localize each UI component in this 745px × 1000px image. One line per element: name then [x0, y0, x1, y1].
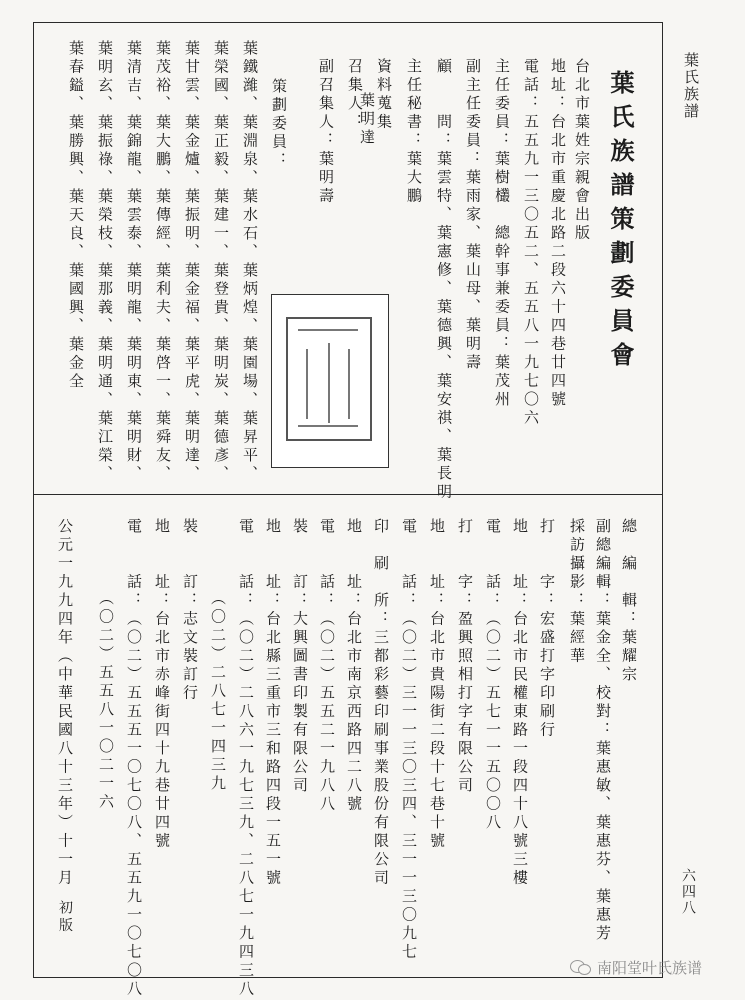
member-name: 葉水石 [241, 188, 259, 244]
member-name: 葉明龍 [125, 262, 143, 318]
chief-commissioner: 主任委員：葉樹欉 總幹事兼委員：葉茂州 [493, 58, 511, 410]
colophon-line: 印 刷 所：三都彩藝印刷事業股份有限公司 [372, 518, 390, 888]
member-name: 葉平虎 [183, 336, 201, 392]
member-name: 葉金全 [67, 336, 85, 392]
member-name: 葉金福 [183, 262, 201, 318]
colophon-line: 電 話：（〇二）五七一一五〇〇八 [484, 518, 502, 833]
member-name: 葉德彥 [212, 410, 230, 466]
chief-secretary: 主任秘書：葉大鵬 [405, 58, 423, 206]
member-name: 葉錦龍 [125, 114, 143, 170]
chat-bubbles-icon [570, 958, 592, 976]
member-name: 葉春鎰 [67, 40, 85, 96]
member-name: 葉江榮 [96, 410, 114, 466]
member-name: 葉傳經 [154, 188, 172, 244]
member-name: 葉建一 [212, 188, 230, 244]
data-collection-label: 資料蒐集 [375, 58, 393, 132]
watermark [570, 955, 740, 979]
seal-impression [286, 317, 372, 441]
member-name: 葉啓一 [154, 336, 172, 392]
member-name: 葉明東 [125, 336, 143, 392]
member-column: 葉茂裕、葉大鵬、葉傳經、葉利夫、葉啓一、葉舜友、 [154, 40, 172, 484]
member-name: 葉清吉 [125, 40, 143, 96]
member-name: 葉淵泉 [241, 114, 259, 170]
colophon-line: 電 話：（〇二）五五五一〇七〇八、五五九一〇七〇八 [125, 518, 143, 999]
colophon-line: 電 話：（〇二）五五二一九八八 [318, 518, 336, 814]
committee-title: 葉氏族譜策劃委員會 [606, 70, 635, 376]
page-number: 六四八 [680, 868, 696, 916]
member-name: 葉明達 [183, 410, 201, 466]
member-name: 葉國興 [67, 262, 85, 318]
member-column: 葉清吉、葉錦龍、葉雲泰、葉明龍、葉明東、葉明財、 [125, 40, 143, 484]
committee-label: 策劃委員： [270, 78, 288, 171]
colophon-line: （〇二）五五八一〇二一六 [97, 590, 115, 812]
watermark-text: 南阳堂叶氏族谱 [597, 958, 703, 977]
publication-date: 公元一九九四年（中華民國八十三年）十一月 [56, 518, 74, 888]
colophon-line: 裝 訂：志文裝訂行 [181, 518, 199, 703]
colophon-line: 採訪攝影：葉經華 [568, 518, 586, 666]
colophon-line: 地 址：台北市貴陽街二段十七巷十號 [428, 518, 446, 851]
member-name: 葉振祿 [96, 114, 114, 170]
member-name: 葉榮國 [212, 40, 230, 96]
colophon-line: 電 話：（〇二）三一一三〇三四、三一一三〇九七 [400, 518, 418, 962]
member-name: 葉天良 [67, 188, 85, 244]
colophon-line: 地 址：台北市民權東路一段四十八號三樓 [511, 518, 529, 888]
member-name: 葉大鵬 [154, 114, 172, 170]
margin-book-title: 葉氏族譜 [682, 52, 700, 120]
publisher-phone: 電話：五五九一三〇五二、五五八一九七〇六 [522, 58, 540, 428]
member-column: 葉鐵濰、葉淵泉、葉水石、葉炳煌、葉園場、葉昇平、 [241, 40, 259, 484]
publisher-line: 台北市葉姓宗親會出版 [573, 58, 591, 243]
member-name: 葉利夫 [154, 262, 172, 318]
member-name: 葉那義 [96, 262, 114, 318]
member-name: 葉明炭 [212, 336, 230, 392]
data-collection-name: 葉明達 [358, 92, 376, 148]
member-column: 葉明玄、葉振祿、葉榮枝、葉那義、葉明通、葉江榮、 [96, 40, 114, 484]
colophon-line: 電 話：（〇二）二八六一九七三九、二八七一九四三八 [237, 518, 255, 999]
colophon-line: 打 字：盈興照相打字有限公司 [456, 518, 474, 796]
vice-commissioner: 副主任委員：葉雨家、葉山母、葉明壽 [464, 58, 482, 373]
member-column: 葉春鎰、葉勝興、葉天良、葉國興、葉金全 [67, 40, 85, 392]
member-name: 葉正毅 [212, 114, 230, 170]
colophon-line: 打 字：宏盛打字印刷行 [538, 518, 556, 740]
member-name: 葉明通 [96, 336, 114, 392]
section-divider [33, 494, 663, 495]
colophon-line: 地 址：台北市赤峰街四十九巷廿四號 [153, 518, 171, 851]
colophon-line: 裝 訂：大興圖書印製有限公司 [291, 518, 309, 796]
member-name: 葉金爐 [183, 114, 201, 170]
member-name: 葉雲泰 [125, 188, 143, 244]
advisors: 顧 問：葉雲特、葉憲修、葉德興、葉安祺、葉長明 [435, 58, 453, 502]
member-name: 葉登貴 [212, 262, 230, 318]
seal-stamp [271, 294, 389, 468]
member-name: 葉炳煌 [241, 262, 259, 318]
member-column: 葉榮國、葉正毅、葉建一、葉登貴、葉明炭、葉德彥、 [212, 40, 230, 484]
member-name: 葉舜友 [154, 410, 172, 466]
colophon-line: 地 址：台北市南京西路四二八號 [345, 518, 363, 814]
colophon-line: （〇二）二八七一四三九 [209, 590, 227, 794]
member-name: 葉榮枝 [96, 188, 114, 244]
convener: 召集人： [346, 58, 364, 132]
member-column: 葉甘雲、葉金爐、葉振明、葉金福、葉平虎、葉明達、 [183, 40, 201, 484]
member-name: 葉勝興 [67, 114, 85, 170]
colophon-line: 總 編 輯：葉耀宗 [620, 518, 638, 685]
member-name: 葉明玄 [96, 40, 114, 96]
member-name: 葉昇平 [241, 410, 259, 466]
edition: 初版 [57, 900, 73, 935]
colophon-line: 副總編輯：葉金全、校對：葉惠敏、葉惠芬、葉惠芳 [594, 518, 612, 944]
member-name: 葉園場 [241, 336, 259, 392]
member-name: 葉鐵濰 [241, 40, 259, 96]
colophon-line: 地 址：台北縣三重市三和路四段一五一號 [264, 518, 282, 888]
member-name: 葉明財 [125, 410, 143, 466]
member-name: 葉振明 [183, 188, 201, 244]
member-name: 葉甘雲 [183, 40, 201, 96]
publisher-address: 地址：台北市重慶北路二段六十四巷廿四號 [549, 58, 567, 410]
member-name: 葉茂裕 [154, 40, 172, 96]
deputy-convener: 副召集人：葉明壽 [317, 58, 335, 206]
